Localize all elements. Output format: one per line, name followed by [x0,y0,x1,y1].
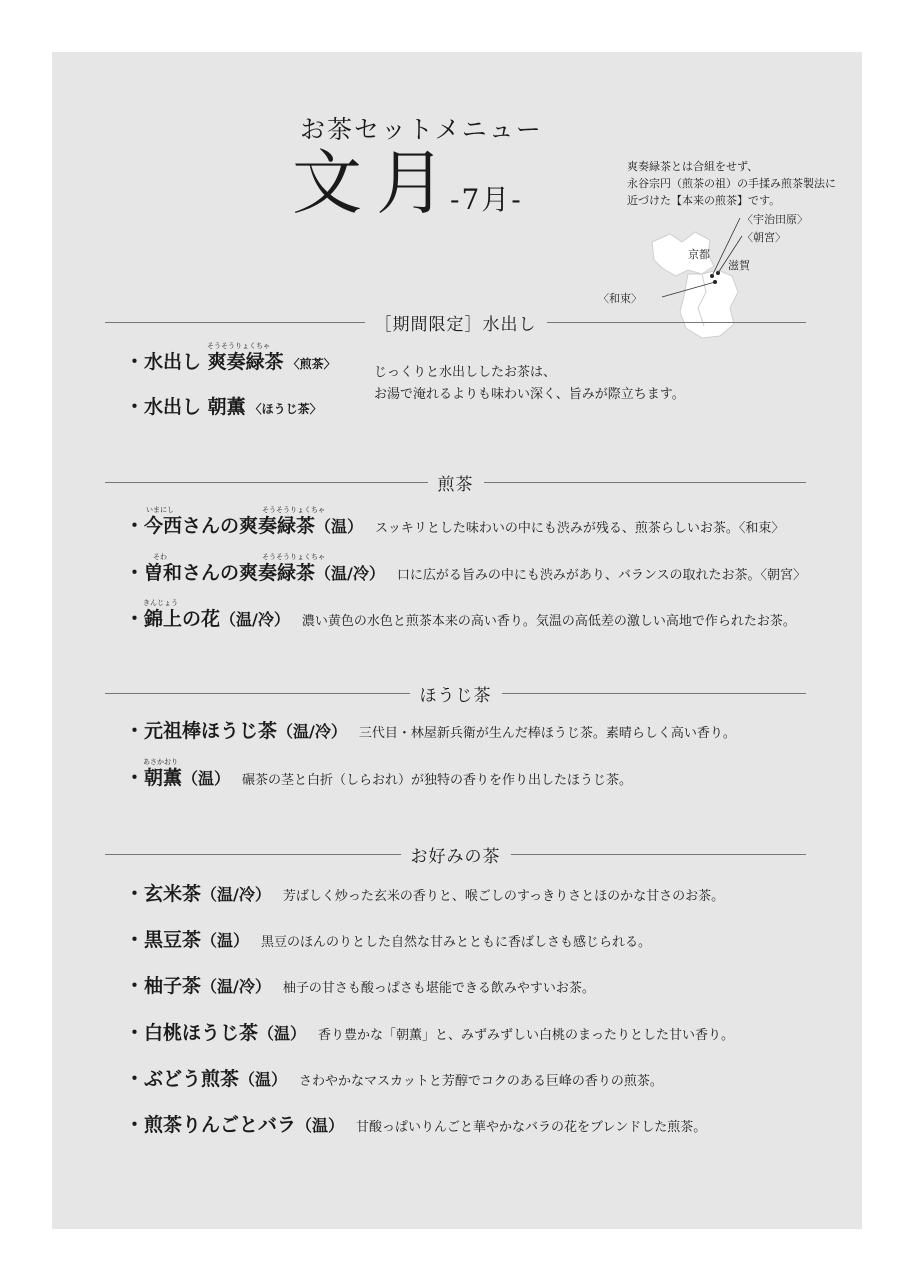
ruby-imanishi: いまにし [146,506,174,514]
item-name: 玄米茶 [144,883,202,905]
menu-item [125,719,736,746]
item-bullet: ・ [125,767,145,789]
menu-item [125,766,632,793]
note-line: 爽奏緑茶とは合組をせず、 [627,160,759,173]
item-bullet: ・ [125,720,145,742]
section-title: ［期間限定］水出し [365,310,547,335]
page-title: 文月 [292,142,460,224]
item-bullet: ・ [125,608,145,630]
menu-item [125,1021,734,1048]
map-label-kyoto: 京都 [688,248,710,261]
menu-item [125,561,806,588]
section-mizudashi [105,310,806,334]
item-temperature: （温） [315,517,364,536]
item-bullet: ・ [125,1022,145,1044]
item-description: 芳ばしく炒った玄米の香りと、喉ごしのすっきりさとほのかな甘さのお茶。 [282,889,725,904]
item-bullet: ・ [125,396,145,418]
ruby-sousou: そうそうりょくちゃ [262,553,325,561]
ruby-sousou: そうそうりょくちゃ [262,506,325,514]
ruby-asakaori: あさかおり [143,758,178,766]
map-label-ujitawara: 〈宇治田原〉 [742,213,808,226]
menu-item [125,514,784,541]
item-temperature: （温） [258,1024,307,1043]
item-bullet: ・ [125,351,145,373]
menu-item [125,1113,706,1140]
item-bullet: ・ [125,515,145,537]
month-label: -7月- [450,183,523,216]
item-description: スッキリとした味わいの中にも渋みが残る、煎茶らしいお茶。〈和束〉 [375,521,785,536]
item-description: 口に広がる旨みの中にも渋みがあり、バランスの取れたお茶。〈朝宮〉 [396,568,807,583]
item-bullet: ・ [125,975,145,997]
note-line: 永谷宗円（煎茶の祖）の手揉み煎茶製法に [627,177,836,190]
desc-line: じっくりと水出ししたお茶は、 [374,365,557,380]
menu-item [125,350,336,376]
section-title: お好みの茶 [401,842,511,867]
item-name: 錦上の花 [144,608,221,630]
menu-item [125,1067,663,1094]
item-description: 三代目・林屋新兵衛が生んだ棒ほうじ茶。素晴らしく高い香り。 [358,726,736,741]
ruby-kinjou: きんじょう [143,599,178,607]
item-name: 水出し 朝薫 [144,396,246,418]
ruby-sowa: そわ [153,553,167,561]
item-temperature: （温/冷） [220,610,290,629]
item-name: 水出し 爽奏緑茶 [144,351,284,373]
mizudashi-description [374,362,685,406]
item-description: さわやかなマスカットと芳醇でコクのある巨峰の香りの煎茶。 [299,1074,663,1089]
menu-item [125,395,322,421]
item-temperature: （温） [182,769,231,788]
item-name: 朝薫 [144,767,183,789]
item-name: 煎茶りんごとバラ [144,1114,297,1136]
item-name: 白桃ほうじ茶 [144,1022,259,1044]
desc-line: お湯で淹れるよりも味わい深く、旨みが際立ちます。 [374,387,685,402]
menu-item [125,607,796,634]
item-temperature: （温） [201,931,250,950]
item-bullet: ・ [125,883,145,905]
item-temperature: （温） [239,1070,288,1089]
item-name: ぶどう煎茶 [144,1068,240,1090]
menu-item [125,928,651,955]
sousou-note [627,158,836,209]
item-description: 香り豊かな「朝薫」と、みずみずしい白桃のまったりとした甘い香り。 [318,1028,735,1043]
item-name: 柚子茶 [144,975,202,997]
section-okonomi [105,842,806,866]
item-source: 〈煎茶〉 [287,357,336,371]
map-label-asamiya: 〈朝宮〉 [742,231,786,244]
item-description: 濃い黄色の水色と煎茶本来の高い香り。気温の高低差の激しい高地で作られたお茶。 [301,614,796,629]
item-name: 元祖棒ほうじ茶 [144,720,278,742]
item-bullet: ・ [125,1114,145,1136]
menu-item [125,882,724,909]
item-temperature: （温/冷） [277,722,347,741]
item-bullet: ・ [125,929,145,951]
map-label-wazuka: 〈和束〉 [598,292,642,305]
item-description: 甘酸っぱいりんごと華やかなバラの花をブレンドした煎茶。 [356,1120,707,1135]
item-temperature: （温/冷） [201,977,271,996]
section-title: 煎茶 [428,470,484,495]
section-houjicha [105,681,806,705]
item-description: 黒豆のほんのりとした自然な甘みとともに香ばしさも感じられる。 [261,935,652,950]
item-temperature: （温/冷） [201,885,271,904]
section-title: ほうじ茶 [410,681,502,706]
item-bullet: ・ [125,562,145,584]
pre-title: お茶セットメニュー [300,115,543,144]
note-line: 近づけた【本来の煎茶】です。 [627,194,781,207]
item-description: 柚子の甘さも酸っぱさも堪能できる飲みやすいお茶。 [282,981,595,996]
item-description: 碾茶の茎と白折（しらおれ）が独特の香りを作り出したほうじ茶。 [242,773,633,788]
item-name: 黒豆茶 [144,929,202,951]
item-source: 〈ほうじ茶〉 [249,402,322,416]
item-temperature: （温） [296,1116,345,1135]
item-name: 曽和さんの爽奏緑茶 [144,562,316,584]
menu-item [125,974,595,1001]
map-label-shiga: 滋賀 [728,259,750,272]
section-sencha [105,470,806,494]
ruby-sousou: そうそうりょくちゃ [207,342,270,350]
item-name: 今西さんの爽奏緑茶 [144,515,316,537]
item-bullet: ・ [125,1068,145,1090]
item-temperature: （温/冷） [315,564,385,583]
